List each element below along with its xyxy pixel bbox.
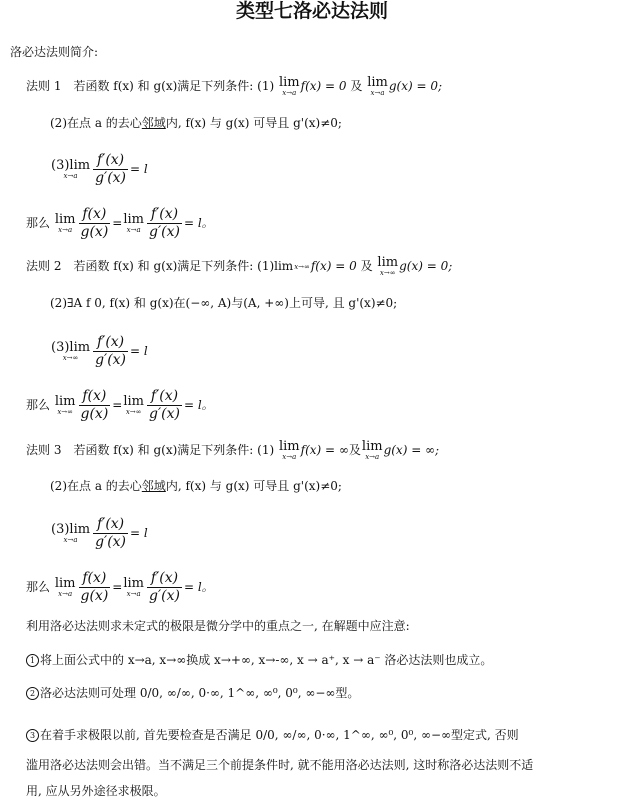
derivative-ratio: $\frac{f'(x)}{g'(x)}$ <box>95 152 127 186</box>
rule1-statement <box>26 76 624 97</box>
lim-operator: lim x→a <box>367 75 388 97</box>
rule3-cond3: (3)lim x→a $\frac{f'(x)}{g'(x)}$ = l <box>51 516 148 550</box>
page-title: 类型七洛必达法则 <box>235 0 388 22</box>
intro-heading: 洛必达法则简介: <box>10 45 99 59</box>
note-3: 3 在着手求极限以前, 首先要检查是否满足 0/0, ∞/∞, 0·∞, 1^∞, ∞⁰, 0⁰, ∞−∞型定式, 否则 <box>26 726 624 744</box>
rule1-cond2: (2)在点 a 的去心邻域内, f(x) 与 g(x) 可导且 g'(x)≠0; <box>50 116 342 130</box>
rule1-head: 法则 1 若函数 f(x) 和 g(x)满足下列条件: (1) <box>26 79 275 93</box>
note-2: 2 洛必达法则可处理 0/0, ∞/∞, 0·∞, 1^∞, ∞⁰, 0⁰, ∞−∞型。 <box>26 684 624 702</box>
rule1-conclusion: 那么 lim x→a $\frac{f(x)}{g(x)}$ = lim x→a $\frac{f'(x)}{g'(x)}$ = l。 <box>26 206 214 240</box>
note-3-line2: 滥用洛必达法则会出错。当不满足三个前提条件时, 就不能用洛必达法则, 这时称洛必达法则不适 <box>26 758 534 772</box>
rule3-conclusion: 那么 lim x→a $\frac{f(x)}{g(x)}$ = lim x→a $\frac{f'(x)}{g'(x)}$ = l。 <box>26 570 214 604</box>
indeterminate-forms: 0/0, ∞/∞, 0·∞, 1^∞, ∞⁰, 0⁰, ∞−∞型定式, 否则 <box>255 728 519 742</box>
rule2-cond2: (2)∃A f 0, f(x) 和 g(x)在(−∞, A)与(A, +∞)上可导, 且 g'(x)≠0; <box>50 296 398 310</box>
rule3-statement: 法则 3 若函数 f(x) 和 g(x)满足下列条件: (1) lim x→a f(x) = ∞及 lim x→a g(x) = ∞; <box>26 439 440 461</box>
lim-operator: lim x→a <box>278 75 300 97</box>
lim-operator: (3)lim x→a <box>51 158 91 180</box>
note-1: 1 将上面公式中的 x→a, x→∞换成 x→+∞, x→-∞, x → a⁺, x → a⁻ 洛必达法则也成立。 <box>26 651 624 669</box>
rule1-cond3: (3)lim x→a $\frac{f'(x)}{g'(x)}$ = l <box>51 152 148 186</box>
circled-number-1: 1 <box>26 654 39 667</box>
cond-g-limit: g(x) = 0; <box>388 79 443 93</box>
circled-number-3: 3 <box>26 729 39 742</box>
rule2-conclusion: 那么 lim x→∞ $\frac{f(x)}{g(x)}$ = lim x→∞ $\frac{f'(x)}{g'(x)}$ = l。 <box>26 388 214 422</box>
note-3-line3: 用, 应从另外途径求极限。 <box>26 784 166 798</box>
rule2-statement: 法则 2 若函数 f(x) 和 g(x)满足下列条件: (1)lim x→∞ f(x) = 0 及 lim x→∞ g(x) = 0; <box>26 255 453 277</box>
and-word: 及 <box>350 79 363 93</box>
neighborhood-word: 邻域 <box>141 116 166 130</box>
indeterminate-forms: 0/0, ∞/∞, 0·∞, 1^∞, ∞⁰, 0⁰, ∞−∞型。 <box>139 686 360 700</box>
circled-number-2: 2 <box>26 687 39 700</box>
cond-f-limit: f(x) = 0 <box>300 79 347 93</box>
rule2-cond3: (3)lim x→∞ $\frac{f'(x)}{g'(x)}$ = l <box>51 334 148 368</box>
rule3-cond2: (2)在点 a 的去心邻域内, f(x) 与 g(x) 可导且 g'(x)≠0; <box>50 479 342 493</box>
notes-intro: 利用洛必达法则求未定式的极限是微分学中的重点之一, 在解题中应注意: <box>26 619 410 633</box>
